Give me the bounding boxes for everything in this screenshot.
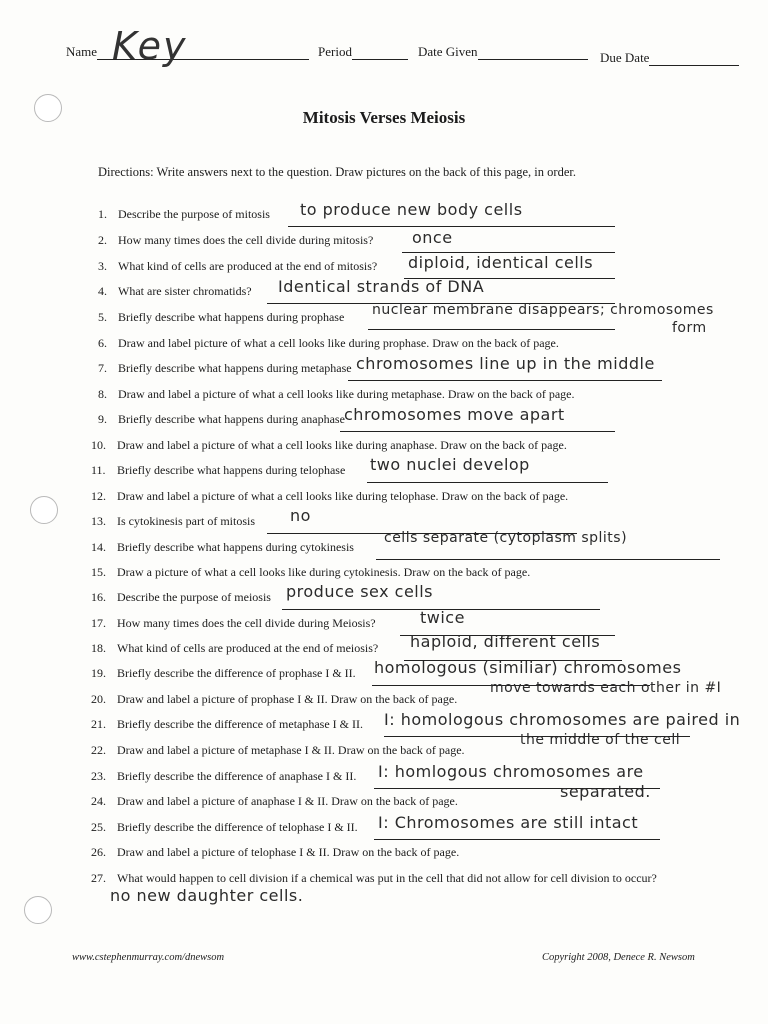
answer-line [374, 839, 660, 840]
question-number: 12. [91, 489, 106, 503]
question-9 [98, 412, 345, 427]
handwritten-answer: cells separate (cytoplasm splits) [384, 530, 628, 546]
question-text: How many times does the cell divide during Meiosis? [117, 616, 376, 630]
directions-text: Directions: Write answers next to the question. Draw pictures on the back of this page, in order. [98, 165, 576, 179]
question-7 [98, 361, 352, 376]
question-number: 27. [91, 871, 106, 885]
handwritten-answer: I: Chromosomes are still intact [378, 813, 639, 832]
handwritten-answer: I: homologous chromosomes are paired in [384, 710, 741, 729]
question-text: Briefly describe what happens during metaphase [118, 361, 352, 375]
question-number: 1. [98, 207, 107, 221]
handwritten-answer: to produce new body cells [300, 200, 523, 219]
question-text: Draw and label a picture of metaphase I & II. Draw on the back of page. [117, 743, 465, 757]
question-text: Briefly describe what happens during prophase [118, 310, 345, 324]
footer-website: www.cstephenmurray.com/dnewsom [72, 952, 225, 963]
question-text: Draw and label a picture of telophase I & II. Draw on the back of page. [117, 845, 460, 859]
question-10 [91, 438, 567, 453]
period-line [352, 45, 408, 60]
name-label: Name [66, 44, 98, 59]
handwritten-answer: produce sex cells [286, 582, 434, 601]
question-number: 2. [98, 233, 107, 247]
question-text: Briefly describe what happens during anaphase [118, 412, 345, 426]
question-text: Draw and label a picture of what a cell looks like during anaphase. Draw on the back of page. [117, 438, 567, 452]
question-3 [98, 259, 377, 274]
question-text: What kind of cells are produced at the end of meiosis? [117, 641, 379, 655]
question-number: 9. [98, 412, 107, 426]
question-text: Is cytokinesis part of mitosis [117, 514, 255, 528]
handwritten-answer: diploid, identical cells [408, 253, 594, 272]
handwritten-answer: Identical strands of DNA [278, 277, 485, 296]
question-number: 10. [91, 438, 106, 452]
question-16 [91, 590, 271, 605]
question-20 [91, 692, 457, 707]
answer-line [340, 431, 615, 432]
question-text: Briefly describe what happens during telophase [117, 463, 346, 477]
handwritten-answer: no new daughter cells. [110, 886, 304, 905]
date-given-label: Date Given [418, 44, 478, 59]
question-number: 19. [91, 666, 106, 680]
question-text: What would happen to cell division if a chemical was put in the cell that did not allow for cell division to occur? [117, 871, 657, 885]
handwritten-answer-continued: form [672, 320, 707, 336]
question-4 [98, 284, 252, 299]
date-given-line [478, 45, 588, 60]
question-5 [98, 310, 344, 325]
question-12 [91, 489, 568, 504]
question-24 [91, 794, 458, 809]
handwritten-answer: move towards each other in #I [490, 680, 722, 696]
question-number: 13. [91, 514, 106, 528]
question-text: Briefly describe the difference of metaphase I & II. [117, 717, 363, 731]
question-number: 22. [91, 743, 106, 757]
question-number: 8. [98, 387, 107, 401]
question-text: Briefly describe the difference of anaphase I & II. [117, 769, 357, 783]
handwritten-answer: twice [420, 608, 465, 627]
question-2 [98, 233, 373, 248]
answer-line [288, 226, 615, 227]
question-number: 17. [91, 616, 106, 630]
question-8 [98, 387, 575, 402]
handwritten-answer: no [290, 506, 311, 525]
question-number: 6. [98, 336, 107, 350]
answer-line [368, 329, 615, 330]
handwritten-answer: haploid, different cells [410, 632, 601, 651]
question-text: Draw a picture of what a cell looks like during cytokinesis. Draw on the back of page. [117, 565, 531, 579]
question-text: Briefly describe the difference of telophase I & II. [117, 820, 358, 834]
date-given-field [418, 44, 588, 60]
handwritten-answer: the middle of the cell [520, 732, 681, 748]
question-15 [91, 565, 530, 580]
question-number: 25. [91, 820, 106, 834]
handwritten-answer: chromosomes move apart [344, 405, 565, 424]
answer-line [348, 380, 662, 381]
question-number: 20. [91, 692, 106, 706]
question-number: 11. [91, 463, 106, 477]
question-18 [91, 641, 378, 656]
handwritten-answer: chromosomes line up in the middle [356, 354, 655, 373]
question-number: 5. [98, 310, 107, 324]
question-text: Draw and label a picture of anaphase I & II. Draw on the back of page. [117, 794, 458, 808]
answer-line [376, 559, 720, 560]
punch-hole-middle [30, 496, 58, 524]
question-26 [91, 845, 459, 860]
question-19 [91, 666, 356, 681]
question-text: Draw and label a picture of what a cell looks like during metaphase. Draw on the back of page. [118, 387, 575, 401]
question-text: Describe the purpose of meiosis [117, 590, 271, 604]
question-number: 7. [98, 361, 107, 375]
answer-line [367, 482, 608, 483]
question-number: 21. [91, 717, 106, 731]
due-date-line [649, 51, 739, 66]
question-14 [91, 540, 354, 555]
question-text: Briefly describe the difference of prophase I & II. [117, 666, 356, 680]
handwritten-answer: I: homlogous chromosomes are [378, 762, 644, 781]
question-text: Draw and label a picture of what a cell looks like during telophase. Draw on the back of page. [117, 489, 569, 503]
question-27 [91, 871, 657, 886]
period-label: Period [318, 44, 352, 59]
page-title: Mitosis Verses Meiosis [302, 108, 466, 127]
question-number: 16. [91, 590, 106, 604]
question-text: How many times does the cell divide during mitosis? [118, 233, 374, 247]
handwritten-answer: separated. [560, 782, 651, 801]
question-number: 23. [91, 769, 106, 783]
footer-copyright: Copyright 2008, Denece R. Newsom [542, 952, 695, 963]
question-11 [91, 463, 345, 478]
due-date-label: Due Date [600, 50, 650, 65]
question-number: 14. [91, 540, 106, 554]
question-text: What kind of cells are produced at the end of mitosis? [118, 259, 378, 273]
question-number: 18. [91, 641, 106, 655]
handwritten-answer: nuclear membrane disappears; chromosomes [372, 302, 714, 318]
question-text: Draw and label a picture of prophase I & II. Draw on the back of page. [117, 692, 458, 706]
period-field [318, 44, 408, 60]
name-field [66, 44, 309, 60]
question-17 [91, 616, 376, 631]
question-6 [98, 336, 559, 351]
name-value: Key [112, 24, 188, 68]
question-25 [91, 820, 358, 835]
question-number: 24. [91, 794, 106, 808]
question-number: 4. [98, 284, 107, 298]
question-21 [91, 717, 363, 732]
question-number: 15. [91, 565, 106, 579]
question-text: Draw and label picture of what a cell looks like during prophase. Draw on the back of page. [118, 336, 559, 350]
handwritten-answer: two nuclei develop [370, 455, 530, 474]
question-text: Briefly describe what happens during cytokinesis [117, 540, 354, 554]
question-23 [91, 769, 356, 784]
question-13 [91, 514, 255, 529]
question-text: Describe the purpose of mitosis [118, 207, 270, 221]
question-number: 3. [98, 259, 107, 273]
handwritten-answer: once [412, 228, 453, 247]
question-number: 26. [91, 845, 106, 859]
question-text: What are sister chromatids? [118, 284, 252, 298]
handwritten-answer: homologous (similiar) chromosomes [374, 658, 682, 677]
question-22 [91, 743, 465, 758]
question-1 [98, 207, 270, 222]
punch-hole-bottom [24, 896, 52, 924]
due-date-field [600, 50, 739, 66]
